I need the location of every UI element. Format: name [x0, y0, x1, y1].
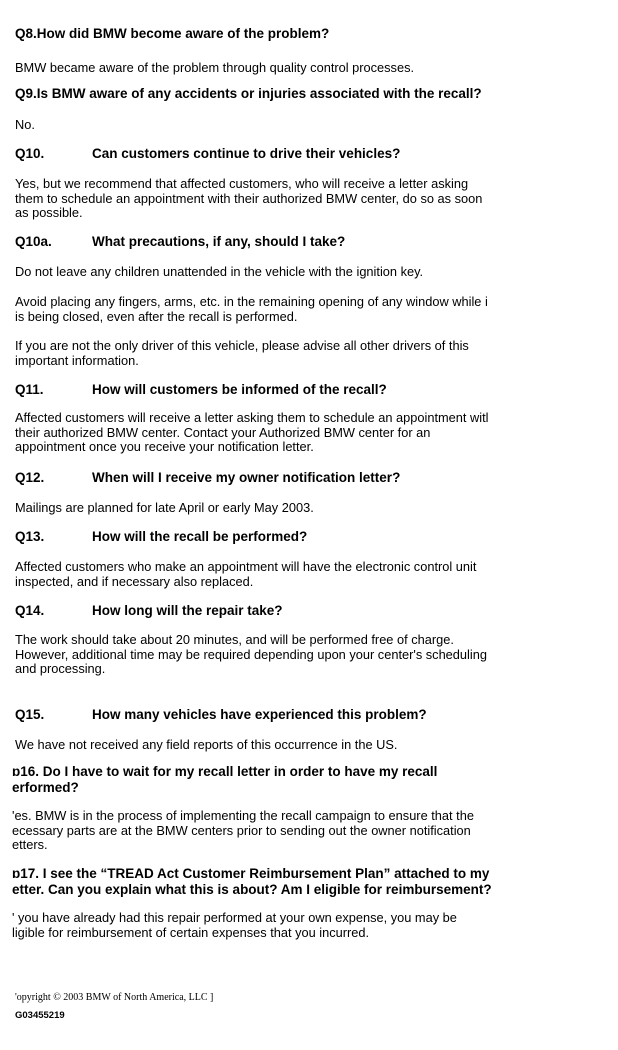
question-q12: [15, 470, 612, 486]
question-text: Can customers continue to drive their vehicles?: [92, 146, 401, 161]
question-number: Q11.: [15, 382, 44, 397]
question-q15: [15, 707, 612, 723]
answer-line: We have not received any field reports of this occurrence in the US.: [15, 738, 398, 752]
answer-line: important information.: [15, 352, 139, 368]
answer-line: No.: [15, 118, 35, 132]
copyright-notice: 'opyright © 2003 BMW of North America, LLC ]: [15, 992, 214, 1003]
question-q11: [15, 382, 612, 398]
answer-q8: [15, 61, 612, 76]
answer-line: their authorized BMW center. Contact your Authorized BMW center for an: [15, 424, 431, 440]
answer-line: Yes, but we recommend that affected customers, who will receive a letter asking: [15, 177, 469, 191]
answer-q16: [12, 809, 612, 853]
answer-line: them to schedule an appointment with their authorized BMW center, do so as soon: [15, 190, 483, 206]
answer-line: ligible for reimbursement of certain expenses that you incurred.: [12, 924, 370, 940]
question-text: Q9.Is BMW aware of any accidents or injuries associated with the recall?: [15, 86, 482, 101]
answer-q10a-drivers: [15, 339, 612, 368]
question-q17: [12, 866, 612, 898]
question-text-line: ɒ16. Do I have to wait for my recall letter in order to have my recall: [12, 764, 438, 779]
question-text-line: erformed?: [12, 780, 79, 795]
question-q13: [15, 529, 612, 545]
answer-line: If you are not the only driver of this vehicle, please advise all other drivers of this: [15, 339, 469, 353]
answer-line: Mailings are planned for late April or early May 2003.: [15, 501, 314, 515]
answer-q12: [15, 501, 612, 516]
answer-line: as possible.: [15, 205, 83, 220]
question-q9: [15, 86, 612, 102]
answer-line: Avoid placing any fingers, arms, etc. in the remaining opening of any window while i: [15, 295, 488, 309]
question-text: Q8.How did BMW become aware of the problem?: [15, 26, 330, 41]
question-text: How many vehicles have experienced this problem?: [92, 707, 427, 722]
answer-q10a-children: [15, 265, 612, 280]
answer-q10: [15, 177, 612, 221]
question-text: When will I receive my owner notification letter?: [92, 470, 401, 485]
answer-line: and processing.: [15, 661, 106, 676]
question-number: Q13.: [15, 529, 45, 544]
answer-q9: [15, 118, 612, 133]
question-number: Q14.: [15, 603, 45, 618]
answer-line: BMW became aware of the problem through quality control processes.: [15, 61, 415, 75]
question-text: What precautions, if any, should I take?: [92, 234, 346, 249]
answer-q14: [15, 633, 612, 677]
question-text: How will customers be informed of the recall?: [92, 382, 387, 397]
question-q10: [15, 146, 612, 162]
question-q10a: [15, 234, 612, 250]
question-text-line: ɒ17. I see the “TREAD Act Customer Reimbursement Plan” attached to my: [12, 866, 490, 881]
question-text: How long will the repair take?: [92, 603, 283, 618]
question-text-line: etter. Can you explain what this is about? Am I eligible for reimbursement?: [12, 882, 492, 897]
answer-line: ecessary parts are at the BMW centers prior to sending out the owner notification: [12, 822, 471, 838]
question-q16: [12, 764, 612, 796]
answer-line: is being closed, even after the recall is performed.: [15, 308, 298, 324]
question-q14: [15, 603, 612, 619]
question-number: Q10.: [15, 146, 45, 161]
answer-q15: [15, 738, 612, 753]
answer-line: Affected customers who make an appointment will have the electronic control unit: [15, 560, 477, 574]
document-id: G03455219: [15, 1010, 65, 1021]
answer-line: Do not leave any children unattended in the vehicle with the ignition key.: [15, 265, 424, 279]
question-text: How will the recall be performed?: [92, 529, 308, 544]
answer-line: The work should take about 20 minutes, and will be performed free of charge.: [15, 633, 454, 647]
answer-line: inspected, and if necessary also replaced.: [15, 573, 254, 589]
answer-line: etters.: [12, 837, 48, 852]
answer-line: However, additional time may be required depending upon your center's scheduling: [15, 646, 487, 662]
answer-line: appointment once you receive your notification letter.: [15, 439, 314, 454]
answer-q17: [12, 911, 612, 940]
answer-line: ' you have already had this repair performed at your own expense, you may be: [12, 911, 457, 925]
question-number: Q10a.: [15, 234, 52, 249]
question-number: Q15.: [15, 707, 45, 722]
question-q8: [15, 26, 612, 42]
answer-q13: [15, 560, 612, 589]
answer-line: Affected customers will receive a letter asking them to schedule an appointment witl: [15, 411, 489, 425]
answer-q11: [15, 411, 612, 455]
answer-q10a-window: [15, 295, 612, 324]
answer-line: 'es. BMW is in the process of implementing the recall campaign to ensure that the: [12, 809, 474, 823]
question-number: Q12.: [15, 470, 45, 485]
